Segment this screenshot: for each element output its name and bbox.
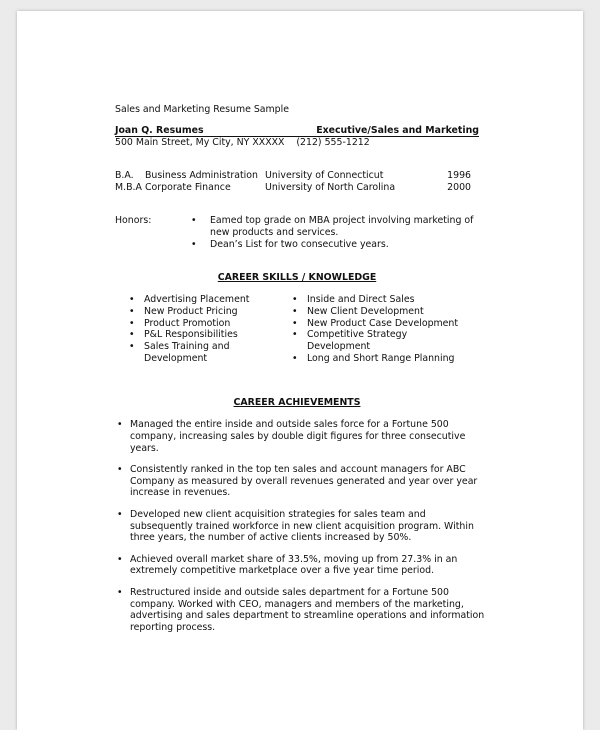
list-item: • Product Promotion <box>129 318 269 330</box>
field-of-study: Corporate Finance <box>145 182 231 193</box>
degree: M.B.A <box>115 182 142 193</box>
list-item: • Advertising Placement <box>129 294 269 306</box>
skills-list-left <box>129 294 269 365</box>
document-page <box>17 11 583 730</box>
list-item: • Inside and Direct Sales <box>292 294 470 306</box>
school: University of North Carolina <box>265 182 396 193</box>
school: University of Connecticut <box>265 170 384 181</box>
list-item: • Achieved overall market share of 33.5%, moving up from 27.3% in an extremely competitive marketplace over a five year time period. <box>115 554 485 578</box>
list-item: • Long and Short Range Planning <box>292 353 470 365</box>
list-item: • Sales Training and Development <box>129 341 269 365</box>
skills-heading: CAREER SKILLS / KNOWLEDGE <box>217 272 377 283</box>
education-section <box>115 170 471 194</box>
candidate-name: Joan Q. Resumes <box>115 125 204 136</box>
education-row <box>115 182 471 194</box>
list-item: • New Product Pricing <box>129 306 269 318</box>
degree: B.A. <box>115 170 134 181</box>
list-item: • Competitive Strategy Development <box>292 329 470 353</box>
list-item: • P&L Responsibilities <box>129 329 269 341</box>
honors-list <box>191 215 481 250</box>
graduation-year: 1996 <box>447 170 471 181</box>
list-item: • Managed the entire inside and outside sales force for a Fortune 500 company, increasing sales by double digit figures for three consecutive years. <box>115 419 485 454</box>
achievements-list <box>115 419 485 643</box>
resume-header <box>115 125 479 137</box>
candidate-role: Executive/Sales and Marketing <box>316 125 479 136</box>
list-item: • Developed new client acquisition strategies for sales team and subsequently trained workforce in new client acquisition program. Within three years, the number of active clients increased by 50%. <box>115 509 485 544</box>
list-item: • Restructured inside and outside sales department for a Fortune 500 company. Worked with CEO, managers and members of the marketing, advertising and sales department to streamline operations and information reporting process. <box>115 587 485 634</box>
list-item: • Consistently ranked in the top ten sales and account managers for ABC Company as measured by overall revenues generated and year over year increase in revenues. <box>115 464 485 499</box>
field-of-study: Business Administration <box>145 170 258 181</box>
list-item: • New Client Development <box>292 306 470 318</box>
contact-info: 500 Main Street, My City, NY XXXXX (212) 555-1212 <box>115 137 370 148</box>
skills-list-right <box>292 294 470 365</box>
education-row <box>115 170 471 182</box>
graduation-year: 2000 <box>447 182 471 193</box>
list-item: • Eamed top grade on MBA project involving marketing of new products and services. <box>191 215 481 239</box>
list-item: • New Product Case Development <box>292 318 470 330</box>
list-item: • Dean’s List for two consecutive years. <box>191 239 481 251</box>
honors-label: Honors: <box>115 215 152 226</box>
achievements-heading: CAREER ACHIEVEMENTS <box>233 397 361 408</box>
document-title: Sales and Marketing Resume Sample <box>115 104 289 115</box>
